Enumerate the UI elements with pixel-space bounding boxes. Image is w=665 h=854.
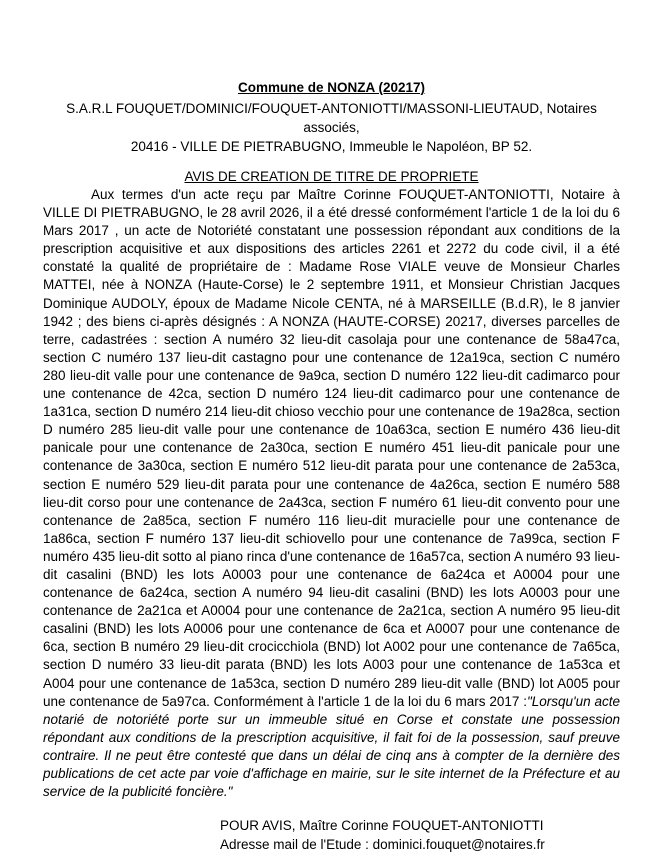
commune-heading: Commune de NONZA (20217) xyxy=(237,80,426,95)
notice-body-quotation: "Lorsqu'un acte notarié de notoriété porte sur un immeuble situé en Corse et constate une possession répondant aux conditions de la prescription acquisitive, il fait foi de la possession, sauf preuve contraire. Il ne peut être contesté que dans un délai de cinq ans à compter de la dernière des publications de cet acte par voie d'affichage en mairie, sur le site internet de la Préfecture et au service de la publicité foncière." xyxy=(43,693,620,800)
notary-firm-line-2: 20416 - VILLE DE PIETRABUGNO, Immeuble le Napoléon, BP 52. xyxy=(130,139,533,154)
closing-signature: POUR AVIS, Maître Corinne FOUQUET-ANTONIOTTI xyxy=(220,818,544,834)
closing-block xyxy=(43,817,620,854)
notice-title: AVIS DE CREATION DE TITRE DE PROPRIETE xyxy=(184,169,479,184)
notice-body xyxy=(43,186,620,801)
notary-firm-line-1: S.A.R.L FOUQUET/DOMINICI/FOUQUET-ANTONIOTTI/MASSONI-LIEUTAUD, Notaires associés, xyxy=(66,101,597,135)
closing-email: Adresse mail de l'Etude : dominici.fouquet@notaires.fr xyxy=(220,836,545,852)
notice-body-main: Aux termes d'un acte reçu par Maître Corinne FOUQUET-ANTONIOTTI, Notaire à VILLE DI PIETRABUGNO, le 28 avril 2026, il a été dressé conformément l'article 1 de la loi du 6 Mars 2017 , un acte de Notoriété constatant une possession répondant aux conditions de la prescription acquisitive et aux dispositions des articles 2261 et 2272 du code civil, il a été constaté la qualité de propriétaire de : Madame Rose VIALE veuve de Monsieur Charles MATTEI, née à NONZA (Haute-Corse) le 2 septembre 1911, et Monsieur Christian Jacques Dominique AUDOLY, époux de Madame Nicole CENTA, né à MARSEILLE (B.d.R), le 8 janvier 1942 ; des biens ci-après désignés : A NONZA (HAUTE-CORSE) 20217, diverses parcelles de terre, cadastrées : section A numéro 32 lieu-dit casolaja pour une contenance de 58a47ca, section C numéro 137 lieu-dit castagno pour une contenance de 12a19ca, section C numéro 280 lieu-dit valle pour une contenance de 9a9ca, section D numéro 122 lieu-dit cadimarco pour une contenance de 42ca, section D numéro 124 lieu-dit cadimarco pour une contenance de 1a31ca, section D numéro 214 lieu-dit chioso vecchio pour une contenance de 19a28ca, section D numéro 285 lieu-dit valle pour une contenance de 10a63ca, section E numéro 436 lieu-dit panicale pour une contenance de 2a30ca, section E numéro 451 lieu-dit panicale pour une contenance de 3a30ca, section E numéro 512 lieu-dit parata pour une contenance de 2a53ca, section E numéro 529 lieu-dit parata pour une contenance de 4a26ca, section E numéro 588 lieu-dit corso pour une contenance de 2a43ca, section F numéro 61 lieu-dit convento pour une contenance de 2a85ca, section F numéro 116 lieu-dit muracielle pour une contenance de 1a86ca, section F numéro 137 lieu-dit schiovello pour une contenance de 7a99ca, section F numéro 435 lieu-dit sotto al piano rinca d'une contenance de 16a57ca, section A numéro 93 lieu-dit casalini (BND) les lots A0003 pour une contenance de 6a24ca et A0004 pour une contenance de 6a24ca, section A numéro 94 lieu-dit casalini (BND) les lots A0003 pour une contenance de 2a21ca et A0004 pour une contenance de 2a21ca, section A numéro 95 lieu-dit casalini (BND) les lots A0006 pour une contenance de 6ca et A0007 pour une contenance de 6ca, section B numéro 29 lieu-dit crocicchiola (BND) lot A002 pour une contenance de 7a65ca, section D numéro 33 lieu-dit parata (BND) les lots A003 pour une contenance de 1a53ca et A004 pour une contenance de 1a53ca, section D numéro 289 lieu-dit valle (BND) lot A005 pour une contenance de 5a97ca. Conformément à l'article 1 de la loi du 6 mars 2017 : xyxy=(43,187,620,709)
